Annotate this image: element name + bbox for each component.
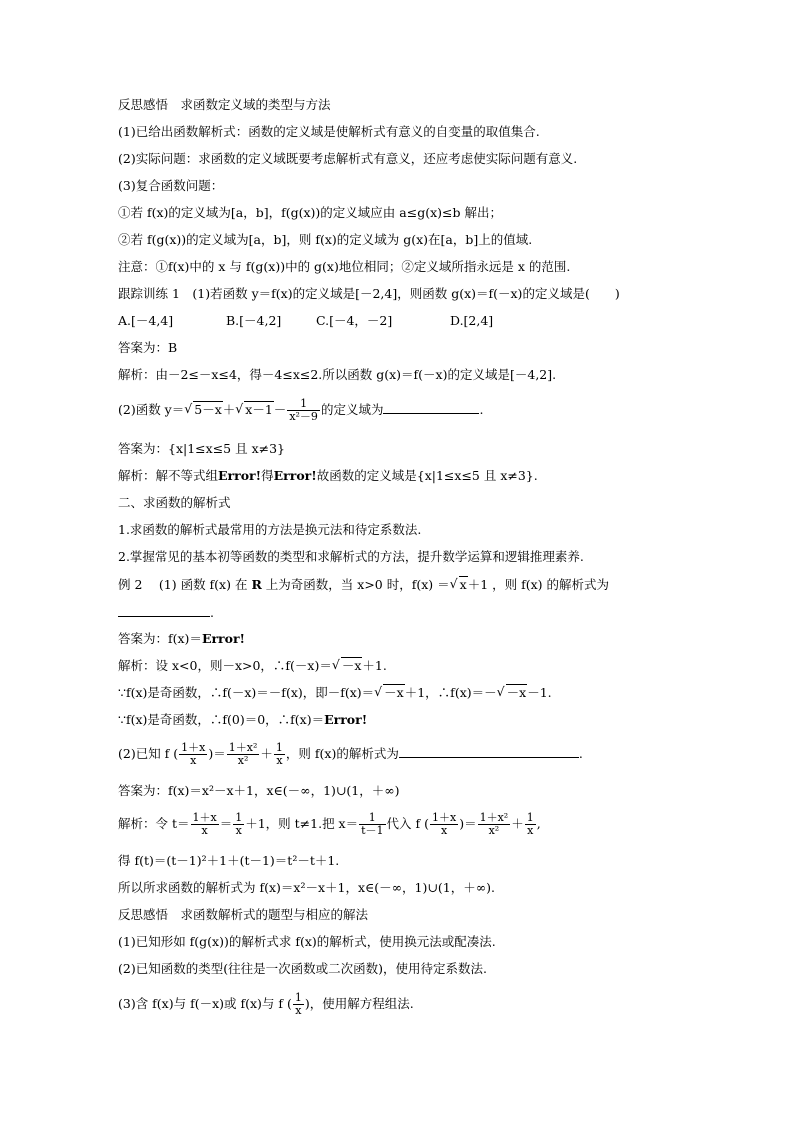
numerator: 1＋x <box>181 741 206 754</box>
text-run: 例 2 (1) 函数 f(x) 在 <box>118 577 252 592</box>
fraction <box>227 742 260 767</box>
text-run: 解析：设 x<0，则－x>0，∴f(－x)＝ <box>118 658 332 673</box>
fraction <box>430 812 458 837</box>
text-run: 解析：令 t＝ <box>118 816 190 831</box>
fraction <box>293 992 304 1017</box>
numerator: 1＋x² <box>479 811 509 824</box>
fraction <box>274 742 285 767</box>
option-b: B.[－4,2] <box>226 313 282 328</box>
sqrt-expression <box>450 577 468 593</box>
text-run: －1. <box>527 685 552 700</box>
paragraph: (1)已知形如 f(g(x))的解析式求 f(x)的解析式，使用换元法或配凑法. <box>118 934 496 949</box>
section-heading: 二、求函数的解析式 <box>118 495 231 510</box>
denominator: x <box>295 1004 302 1017</box>
set-symbol-R: R <box>251 577 262 592</box>
explanation: 解析：令 t＝ $\frac{1+x}{x}$ ＝ $\frac{1}{x}$ ＋1，则 t≠1.把 x＝ $\frac{1}{t-1}$ 代入 f ( $\frac{1+x}{x}$ )＝ $\frac{\text{1＋x²}}{\text{x²}}$ ＋ $\frac{1}{x}$ , <box>118 811 541 837</box>
explanation <box>118 712 367 728</box>
fraction <box>191 812 219 837</box>
numerator: 1 <box>526 811 534 824</box>
fraction <box>287 398 320 423</box>
paragraph: ②若 f(g(x))的定义域为[a，b]，则 f(x)的定义域为 g(x)在[a，b]上的值域. <box>118 232 533 247</box>
explanation: 解析：由－2≤－x≤4，得－4≤x≤2.所以函数 g(x)＝f(－x)的定义域是[－4,2]. <box>118 367 557 382</box>
answer-blank-line: . <box>118 604 214 621</box>
answer <box>118 631 245 647</box>
paragraph: (2)实际问题：求函数的定义域既要考虑解析式有意义，还应考虑使实际问题有意义. <box>118 151 578 166</box>
answer-blank <box>118 604 210 617</box>
denominator: t－1 <box>361 824 384 837</box>
explanation <box>118 685 552 701</box>
numerator: 1＋x <box>192 811 217 824</box>
text-run: ，使用解方程组法. <box>309 996 414 1011</box>
text-run: 解析：解不等式组 <box>118 468 219 483</box>
paragraph: (3)复合函数问题： <box>118 178 224 193</box>
text-run: ＝ <box>464 816 477 831</box>
text-run: . <box>479 402 484 417</box>
text-run: 代入 f <box>386 816 425 831</box>
radicand: －x <box>506 685 527 700</box>
denominator: x <box>235 824 242 837</box>
text-run: 得 <box>261 468 274 483</box>
text-run: ∵f(x)是奇函数，∴f(0)＝0，∴f(x)＝ <box>118 712 325 727</box>
error-placeholder: Error! <box>218 468 262 483</box>
note: 注意：①f(x)中的 x 与 f(g(x))中的 g(x)地位相同；②定义域所指永远是 x 的范围. <box>118 259 571 274</box>
fraction <box>478 812 511 837</box>
answer-blank <box>383 401 479 414</box>
example-2-question-2: (2)已知 f ( $\frac{1+x}{x}$ )＝ $\frac{\text{1＋x²}}{\text{x²}}$ ＋ $\frac{1}{x}$ ，则 f(x)的解析式为 . <box>118 741 583 767</box>
section-title-reflection-2: 反思感悟 求函数解析式的题型与相应的解法 <box>118 907 369 922</box>
answer: 答案为：{x|1≤x≤5 且 x≠3} <box>118 441 285 456</box>
paragraph: (2)已知函数的类型(往往是一次函数或二次函数)，使用待定系数法. <box>118 961 487 976</box>
paragraph: 2.掌握常见的基本初等函数的类型和求解析式的方法，提升数学运算和逻辑推理素养. <box>118 549 584 564</box>
fraction <box>179 742 207 767</box>
text-run: ＋1，则 t≠1.把 x＝ <box>245 816 359 831</box>
text-run: . <box>578 746 583 761</box>
text-run: ＝ <box>213 746 226 761</box>
text-run: (2)函数 y＝ <box>118 402 185 417</box>
explanation <box>118 658 387 674</box>
text-run: 的定义域为 <box>320 402 384 417</box>
text-run: － <box>273 402 287 417</box>
question-2-domain <box>118 396 483 424</box>
denominator: x² <box>488 824 500 837</box>
sqrt-expression <box>332 658 363 674</box>
text-run: ＋1，∴f(x)＝－ <box>404 685 497 700</box>
numerator: 1＋x² <box>228 741 258 754</box>
numerator: 1 <box>275 741 283 754</box>
error-placeholder: Error! <box>201 631 246 646</box>
option-c: C.[－4，－2] <box>316 313 393 328</box>
numerator: 1 <box>235 811 243 824</box>
numerator: 1＋x <box>431 811 457 824</box>
denominator: x <box>527 824 534 837</box>
text-run: ＋ <box>511 816 524 831</box>
text-run: ＋1. <box>362 658 387 673</box>
example-2-question-1 <box>118 577 609 593</box>
paragraph: (3)含 f(x)与 f(－x)或 f(x)与 f ( $\frac{1}{x}$ )，使用解方程组法. <box>118 991 414 1017</box>
explanation: 所以所求函数的解析式为 f(x)＝x²－x＋1，x∈(－∞，1)∪(1，＋∞). <box>118 880 495 895</box>
sqrt-expression <box>235 396 274 424</box>
numerator: 1 <box>294 991 302 1004</box>
text-run: 故函数的定义域是{x|1≤x≤5 且 x≠3}. <box>316 468 538 483</box>
denominator: x <box>276 754 283 767</box>
radicand: －x <box>384 685 404 700</box>
section-title-reflection-1: 反思感悟 求函数定义域的类型与方法 <box>118 97 331 112</box>
error-placeholder: Error! <box>324 712 368 727</box>
denominator: x <box>440 824 448 837</box>
option-a: A.[－4,4] <box>118 313 174 328</box>
text-run: 上为奇函数，当 x>0 时，f(x) ＝ <box>261 577 450 592</box>
sqrt-expression <box>184 396 223 424</box>
paragraph: ①若 f(x)的定义域为[a，b]，f(g(x))的定义域应由 a≤g(x)≤b 解出； <box>118 205 502 220</box>
paragraph: (1)已给出函数解析式：函数的定义域是使解析式有意义的自变量的取值集合. <box>118 124 540 139</box>
sqrt-expression <box>497 685 528 701</box>
answer-blank <box>399 745 579 758</box>
numerator: 1 <box>359 812 385 825</box>
answer: 答案为：f(x)＝x²－x＋1，x∈(－∞，1)∪(1，＋∞) <box>118 783 400 798</box>
denominator: x <box>190 754 197 767</box>
radicand: x <box>459 577 467 592</box>
denominator: x² <box>237 754 249 767</box>
fraction <box>233 812 244 837</box>
text-run: ＋ <box>222 402 236 417</box>
sqrt-expression <box>374 685 405 701</box>
option-d: D.[2,4] <box>450 313 494 328</box>
text-run: (2)已知 f <box>118 746 174 761</box>
fraction <box>525 812 536 837</box>
text-run: , <box>536 816 541 831</box>
answer: 答案为：B <box>118 340 178 355</box>
question-text: 跟踪训练 1 (1)若函数 y＝f(x)的定义域是[－2,4]，则函数 g(x)＝f(－x)的定义域是( ) <box>118 286 620 301</box>
radicand: －x <box>341 658 362 673</box>
explanation: 得 f(t)＝(t－1)²＋1＋(t－1)＝t²－t＋1. <box>118 853 340 868</box>
text-run: ＋1 ，则 f(x) 的解析式为 <box>467 577 610 592</box>
text-run: ＝ <box>219 816 233 831</box>
text-run: 答案为：f(x)＝ <box>118 631 202 646</box>
text-run: ＋ <box>260 746 273 761</box>
radicand: 5－x <box>194 402 222 417</box>
paragraph: 1.求函数的解析式最常用的方法是换元法和待定系数法. <box>118 522 422 537</box>
text-run: ，则 f(x)的解析式为 <box>285 746 399 761</box>
text-run: ∵f(x)是奇函数，∴f(－x)＝－f(x)，即－f(x)＝ <box>118 685 375 700</box>
denominator: x²－9 <box>289 410 318 423</box>
text-run: (3)含 f(x)与 f(－x)或 f(x)与 f <box>118 996 287 1011</box>
radicand: x－1 <box>245 402 273 417</box>
numerator: 1 <box>287 398 320 411</box>
error-placeholder: Error! <box>273 468 317 483</box>
denominator: x <box>201 824 208 837</box>
explanation <box>118 468 538 484</box>
fraction <box>359 812 385 837</box>
